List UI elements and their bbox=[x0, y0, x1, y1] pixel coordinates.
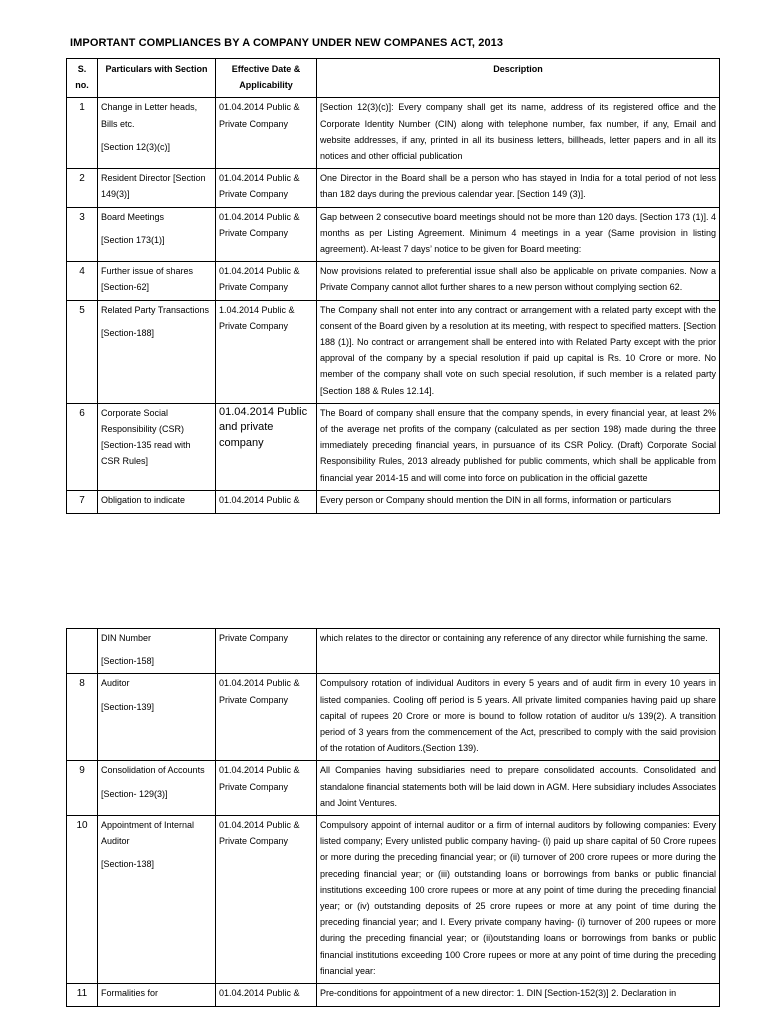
row-particulars bbox=[98, 169, 216, 207]
row-sno: 9 bbox=[67, 761, 98, 816]
row-effective: 01.04.2014 Public & Private Company bbox=[216, 207, 317, 262]
compliance-table-part-2 bbox=[66, 628, 720, 1007]
section-ref: [Section- 129(3)] bbox=[101, 788, 168, 799]
particulars-text: Appointment of Internal Auditor bbox=[101, 820, 195, 847]
row-sno: 3 bbox=[67, 207, 98, 262]
table-row bbox=[67, 674, 720, 761]
row-effective bbox=[216, 984, 317, 1007]
row-particulars bbox=[98, 262, 216, 300]
table-row bbox=[67, 761, 720, 816]
header-description: Description bbox=[317, 59, 720, 98]
particulars-text: Change in Letter heads, Bills etc. bbox=[101, 102, 198, 129]
section-ref: [Section-188] bbox=[101, 327, 155, 338]
row-description: The Company shall not enter into any contract or arrangement with a related party except with the consent of the Board given by a resolution at its meeting, with respect to specified matters. [Section 188 (1)]. No contract or arrangement shall be entered into with Related Party except with the prior approval of the company by a special resolution if paid up capital is Rs. 10 Crore or more. No member of the company shall vote on such special resolution, if such member is a related party [Section 188 & Rules 12.14]. bbox=[317, 300, 720, 403]
row-effective: 01.04.2014 Public & Private Company bbox=[216, 816, 317, 984]
table-row bbox=[67, 984, 720, 1007]
table-row bbox=[67, 98, 720, 169]
table-row bbox=[67, 207, 720, 262]
row-sno: 4 bbox=[67, 262, 98, 300]
row-particulars bbox=[98, 98, 216, 169]
row-effective: 01.04.2014 Public & Private Company bbox=[216, 169, 317, 207]
particulars-text: Resident Director [Section 149(3)] bbox=[101, 173, 206, 200]
row-effective: 01.04.2014 Public & Private Company bbox=[216, 262, 317, 300]
row-sno: 8 bbox=[67, 674, 98, 761]
particulars-text: DIN Number bbox=[101, 633, 152, 643]
row-sno: 1 bbox=[67, 98, 98, 169]
row-sno: 11 bbox=[67, 984, 98, 1007]
effective-text: 01.04.2014 Public & bbox=[219, 988, 300, 999]
row-sno: 7 bbox=[67, 490, 98, 513]
row-particulars bbox=[98, 816, 216, 984]
row-description bbox=[317, 490, 720, 513]
row-effective: 01.04.2014 Public and private company bbox=[216, 403, 317, 490]
row-description bbox=[317, 984, 720, 1007]
section-ref: [Section-139] bbox=[101, 701, 155, 712]
row-particulars bbox=[98, 490, 216, 513]
row-particulars bbox=[98, 403, 216, 490]
row-description: Now provisions related to preferential issue shall also be applicable on private companies. Now a Private Company cannot allot further shares to a new person without complying section 62. bbox=[317, 262, 720, 300]
particulars-text: Formalities for bbox=[101, 988, 159, 999]
table-row bbox=[67, 629, 720, 674]
row-particulars bbox=[98, 207, 216, 262]
section-ref: [Section-158] bbox=[101, 656, 155, 667]
row-particulars bbox=[98, 629, 216, 674]
row-effective bbox=[216, 490, 317, 513]
row-effective: Private Company bbox=[216, 629, 317, 674]
particulars-text: Related Party Transactions bbox=[101, 304, 210, 315]
table-header-row bbox=[67, 59, 720, 98]
section-ref: [Section 173(1)] bbox=[101, 234, 165, 245]
row-description: [Section 12(3)(c)]: Every company shall get its name, address of its registered office and the Corporate Identity Number (CIN) along with telephone number, fax number, if any, Email and website addresses, if any, printed in all its business letters, billheads, letter papers and in all its notices and other official publication bbox=[317, 98, 720, 169]
header-effective: Effective Date & Applicability bbox=[216, 59, 317, 98]
table-row bbox=[67, 490, 720, 513]
row-particulars bbox=[98, 761, 216, 816]
particulars-text: Further issue of shares [Section-62] bbox=[101, 266, 194, 293]
row-sno bbox=[67, 629, 98, 674]
table-row bbox=[67, 816, 720, 984]
row-particulars bbox=[98, 674, 216, 761]
section-ref: [Section 12(3)(c)] bbox=[101, 141, 171, 152]
row-description: Gap between 2 consecutive board meetings should not be more than 120 days. [Section 173 (1)]. 4 months as per Listing Agreement. Minimum 4 meetings in a year (Same provision in listing agreement). At-least 7 days’ notice to be given for Board meeting: bbox=[317, 207, 720, 262]
effective-text: 01.04.2014 Public & bbox=[219, 494, 300, 505]
row-sno: 10 bbox=[67, 816, 98, 984]
header-particulars: Particulars with Section bbox=[98, 59, 216, 98]
table-row bbox=[67, 403, 720, 490]
row-description: Compulsory appoint of internal auditor or a firm of internal auditors by following companies: Every listed company; Every unlisted public company having- (i) paid up share capital of 50 Crore rupees or more during the preceding financial year; or (ii) turnover of 200 crore rupees or more during the preceding financial year; or (iii) outstanding loans or borrowings from banks or public financial institutions exceeding 100 crore rupees or more at any point of time during the preceding financial year; or (iv) outstanding deposits of 25 crore rupees or more at any point of time during the preceding financial year; and I. Every private company having- (i) turnover of 200 rupees or more during the preceding financial year; or (ii)outstanding loans or borrowings from banks or public financial institutions exceeding 100 Crore rupees or more at any point of time during the preceding financial year: bbox=[317, 816, 720, 984]
row-description: Compulsory rotation of individual Auditors in every 5 years and of audit firm in every 10 years in listed companies. Cooling off period is 5 years. All private limited companies having paid up share capital of rupees 20 Crore or more is bound to follow rotation of auditor u/s 139(2). A transition period of 3 years from the commencement of the Act, prescribed to comply with the said provision of the rotation of Auditors.(Section 139). bbox=[317, 674, 720, 761]
row-effective: 01.04.2014 Public & Private Company bbox=[216, 98, 317, 169]
particulars-text: Auditor bbox=[101, 678, 130, 689]
row-effective: 01.04.2014 Public & Private Company bbox=[216, 761, 317, 816]
description-text: Pre-conditions for appointment of a new director: 1. DIN [Section-152(3)] 2. Declaration in bbox=[320, 988, 677, 999]
section-ref: [Section-138] bbox=[101, 859, 155, 870]
row-sno: 5 bbox=[67, 300, 98, 403]
row-sno: 6 bbox=[67, 403, 98, 490]
document-title: IMPORTANT COMPLIANCES BY A COMPANY UNDER NEW COMPANES ACT, 2013 bbox=[70, 37, 504, 49]
particulars-text: Obligation to indicate bbox=[101, 494, 186, 505]
row-effective: 01.04.2014 Public & Private Company bbox=[216, 674, 317, 761]
compliance-table-part-1 bbox=[66, 58, 720, 514]
row-effective: 1.04.2014 Public & Private Company bbox=[216, 300, 317, 403]
row-description: The Board of company shall ensure that the company spends, in every financial year, at least 2% of the average net profits of the company (calculated as per section 198) made during the three immediately preceding financial years, in pursuance of its CSR Policy. (Draft) Corporate Social Responsibility Rules, 2013 already published for public comments, which shall be applicable from financial year 2014-15 and will come into force on publication in the official gazette bbox=[317, 403, 720, 490]
row-particulars bbox=[98, 300, 216, 403]
header-sno: S. no. bbox=[67, 59, 98, 98]
row-description: All Companies having subsidiaries need to prepare consolidated accounts. Consolidated and standalone financial statements both will be laid down in AGM. Here subsidiary includes Associates and Joint Ventures. bbox=[317, 761, 720, 816]
table-row bbox=[67, 262, 720, 300]
particulars-text: Consolidation of Accounts bbox=[101, 765, 205, 776]
row-description: One Director in the Board shall be a person who has stayed in India for a total period of not less than 182 days during the previous calendar year. [Section 149 (3)]. bbox=[317, 169, 720, 207]
particulars-text: Corporate Social Responsibility (CSR) [Section-135 read with CSR Rules] bbox=[101, 407, 191, 467]
row-description: which relates to the director or containing any reference of any director while furnishing the same. bbox=[317, 629, 720, 674]
row-sno: 2 bbox=[67, 169, 98, 207]
description-text: Every person or Company should mention the DIN in all forms, information or particulars bbox=[320, 494, 672, 505]
table-row bbox=[67, 300, 720, 403]
particulars-text: Board Meetings bbox=[101, 211, 165, 222]
table-row bbox=[67, 169, 720, 207]
row-particulars bbox=[98, 984, 216, 1007]
